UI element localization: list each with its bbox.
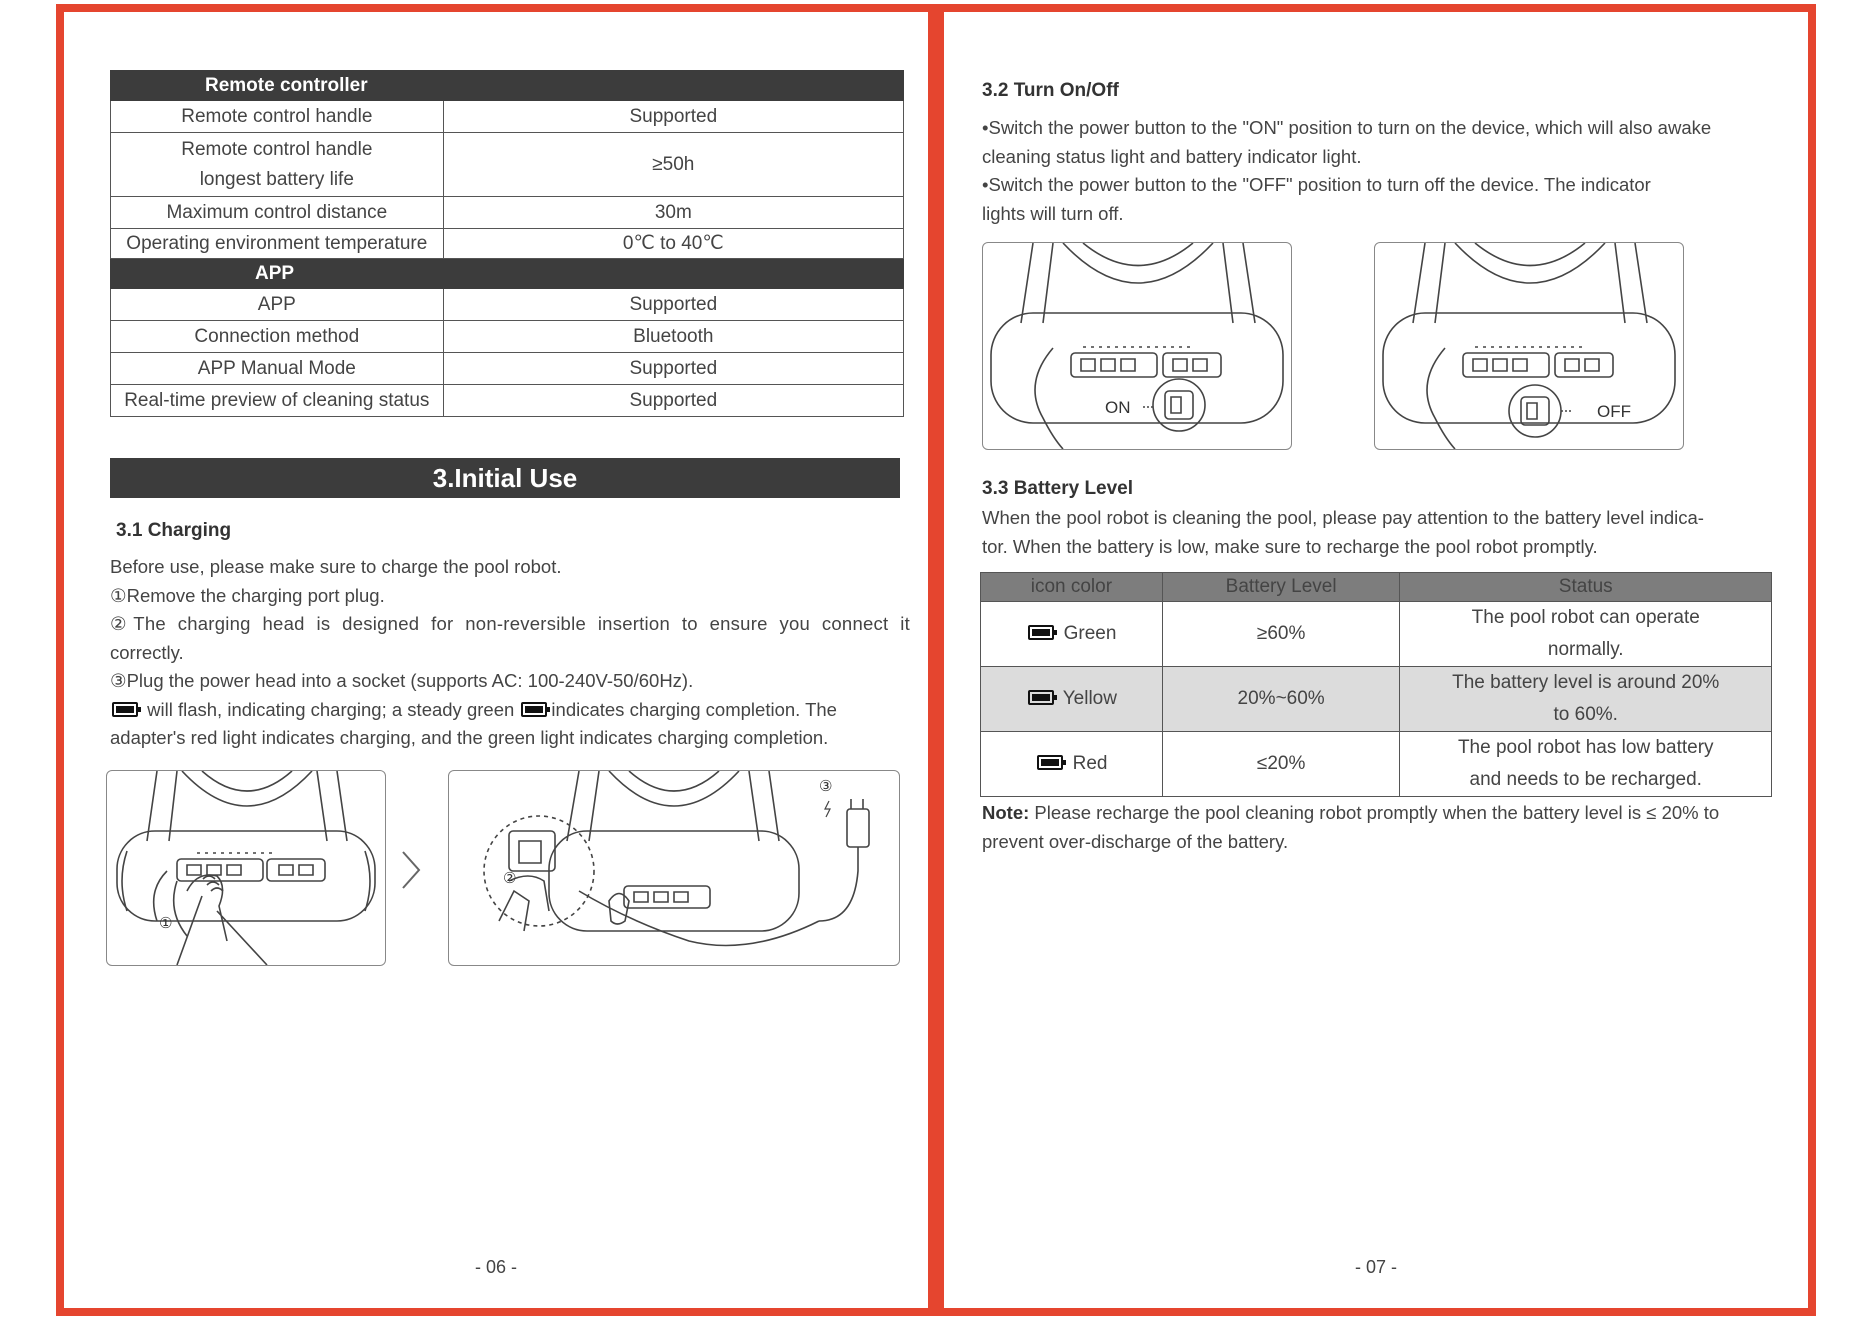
turn-on-line1: •Switch the power button to the "ON" position to turn on the device, which will also awake bbox=[982, 117, 1712, 138]
spec-table bbox=[110, 70, 904, 417]
turn-on-off-text bbox=[982, 114, 1782, 228]
spec-label: Maximum control distance bbox=[111, 197, 444, 229]
color-label: Yellow bbox=[1062, 688, 1117, 709]
status-cell bbox=[1400, 732, 1772, 797]
battery-level-table bbox=[980, 572, 1772, 797]
status-line1: The pool robot has low battery bbox=[1457, 737, 1714, 758]
table-row bbox=[981, 667, 1772, 732]
page-07 bbox=[936, 4, 1816, 1316]
note-label: Note: bbox=[982, 802, 1030, 823]
table-row bbox=[111, 229, 904, 259]
battery-line1: When the pool robot is cleaning the pool, please pay attention to the battery level indica- bbox=[982, 507, 1704, 528]
spec-value: Supported bbox=[443, 101, 903, 133]
table-row bbox=[981, 732, 1772, 797]
section-title: 3.Initial Use bbox=[110, 458, 900, 498]
charging-illustration-2 bbox=[448, 770, 900, 966]
page-number: - 07 - bbox=[1354, 1257, 1397, 1277]
spec-value: Supported bbox=[443, 385, 903, 417]
status-line2: normally. bbox=[1547, 639, 1624, 660]
pool-robot-illustration bbox=[107, 771, 385, 965]
level-cell: 20%~60% bbox=[1162, 667, 1400, 732]
turn-off-line4: lights will turn off. bbox=[982, 202, 1124, 224]
power-off-illustration bbox=[1374, 242, 1684, 450]
spec-label bbox=[111, 133, 444, 197]
charging-note-line2: adapter's red light indicates charging, and the green light indicates charging completion. bbox=[110, 727, 829, 748]
level-cell: ≥60% bbox=[1162, 602, 1400, 667]
callout-2: ② bbox=[503, 869, 517, 887]
charging-intro: Before use, please make sure to charge the pool robot. bbox=[110, 556, 562, 577]
battery-note bbox=[982, 799, 1782, 856]
table-row bbox=[111, 289, 904, 321]
spec-value: 30m bbox=[443, 197, 903, 229]
status-line1: The battery level is around 20% bbox=[1452, 672, 1720, 693]
spec-value: Supported bbox=[443, 353, 903, 385]
charging-step-2-cont: correctly. bbox=[110, 641, 184, 663]
app-header: APP bbox=[111, 259, 904, 289]
spec-value: Supported bbox=[443, 289, 903, 321]
note-text: Please recharge the pool cleaning robot promptly when the battery level is ≤ 20% to bbox=[1029, 802, 1720, 823]
power-on-illustration bbox=[982, 242, 1292, 450]
charging-step-3: ③Plug the power head into a socket (supports AC: 100-240V-50/60Hz). bbox=[110, 670, 694, 691]
charging-note-b: indicates charging completion. The bbox=[551, 698, 837, 720]
status-line1: The pool robot can operate bbox=[1471, 607, 1700, 628]
table-row bbox=[111, 353, 904, 385]
color-cell bbox=[981, 602, 1163, 667]
table-row bbox=[111, 133, 904, 197]
remote-controller-header: Remote controller bbox=[111, 71, 904, 101]
charging-heading: 3.1 Charging bbox=[116, 520, 232, 541]
spec-value: Bluetooth bbox=[443, 321, 903, 353]
battery-line2: tor. When the battery is low, make sure to recharge the pool robot promptly. bbox=[982, 535, 1598, 557]
battery-icon bbox=[1028, 690, 1054, 705]
spec-label: Remote control handle bbox=[111, 101, 444, 133]
spec-value: 0℃ to 40℃ bbox=[443, 229, 903, 259]
spec-section-header bbox=[111, 259, 904, 289]
spec-label: Connection method bbox=[111, 321, 444, 353]
note-line2: prevent over-discharge of the battery. bbox=[982, 830, 1289, 852]
off-label: OFF bbox=[1597, 402, 1631, 421]
pool-robot-off-illustration bbox=[1375, 243, 1683, 449]
spec-label-line1: Remote control handle bbox=[181, 138, 373, 160]
table-row bbox=[111, 197, 904, 229]
charging-note-a: will flash, indicating charging; a steady green bbox=[147, 698, 515, 720]
charging-illustration-1 bbox=[106, 770, 386, 966]
callout-1: ① bbox=[159, 914, 173, 932]
table-header-row bbox=[981, 573, 1772, 602]
spec-section-header bbox=[111, 71, 904, 101]
charging-note-line bbox=[110, 696, 910, 725]
turn-off-line3: •Switch the power button to the "OFF" position to turn off the device. The indicator bbox=[982, 174, 1651, 195]
note-line1 bbox=[982, 799, 1782, 828]
charging-step-2: ②The charging head is designed for non-reversible insertion to ensure you connect it bbox=[110, 613, 910, 634]
battery-icon bbox=[1028, 625, 1054, 640]
spec-value: ≥50h bbox=[443, 133, 903, 197]
battery-icon bbox=[112, 702, 138, 717]
turn-on-line2: cleaning status light and battery indicator light. bbox=[982, 145, 1362, 167]
spec-label: Real-time preview of cleaning status bbox=[111, 385, 444, 417]
color-label: Red bbox=[1072, 753, 1108, 774]
status-line2: and needs to be recharged. bbox=[1469, 769, 1702, 790]
col-status: Status bbox=[1400, 573, 1772, 602]
spec-label: APP Manual Mode bbox=[111, 353, 444, 385]
col-battery-level: Battery Level bbox=[1162, 573, 1400, 602]
spec-label-line2: longest battery life bbox=[199, 168, 354, 190]
page-number: - 06 - bbox=[474, 1257, 517, 1277]
battery-icon bbox=[521, 702, 547, 717]
spec-label: APP bbox=[111, 289, 444, 321]
page-06 bbox=[56, 4, 936, 1316]
color-cell bbox=[981, 732, 1163, 797]
battery-heading: 3.3 Battery Level bbox=[982, 478, 1134, 499]
level-cell: ≤20% bbox=[1162, 732, 1400, 797]
callout-3: ③ bbox=[819, 777, 833, 795]
table-row bbox=[111, 385, 904, 417]
pool-robot-charger-illustration bbox=[449, 771, 899, 965]
turn-on-off-heading: 3.2 Turn On/Off bbox=[982, 80, 1119, 101]
lightning-icon bbox=[825, 801, 830, 817]
status-cell bbox=[1400, 667, 1772, 732]
table-row bbox=[111, 101, 904, 133]
battery-text bbox=[982, 504, 1782, 561]
spec-label: Operating environment temperature bbox=[111, 229, 444, 259]
color-cell bbox=[981, 667, 1163, 732]
status-cell bbox=[1400, 602, 1772, 667]
status-line2: to 60%. bbox=[1553, 704, 1618, 725]
table-row bbox=[111, 321, 904, 353]
col-icon-color: icon color bbox=[981, 573, 1163, 602]
table-row bbox=[981, 602, 1772, 667]
on-label: ON bbox=[1105, 398, 1131, 417]
charging-step-1: ①Remove the charging port plug. bbox=[110, 584, 385, 606]
battery-icon bbox=[1037, 755, 1063, 770]
charging-text bbox=[110, 553, 910, 753]
pool-robot-on-illustration bbox=[983, 243, 1291, 449]
color-label: Green bbox=[1063, 623, 1117, 644]
chevron-right-icon bbox=[400, 850, 422, 890]
